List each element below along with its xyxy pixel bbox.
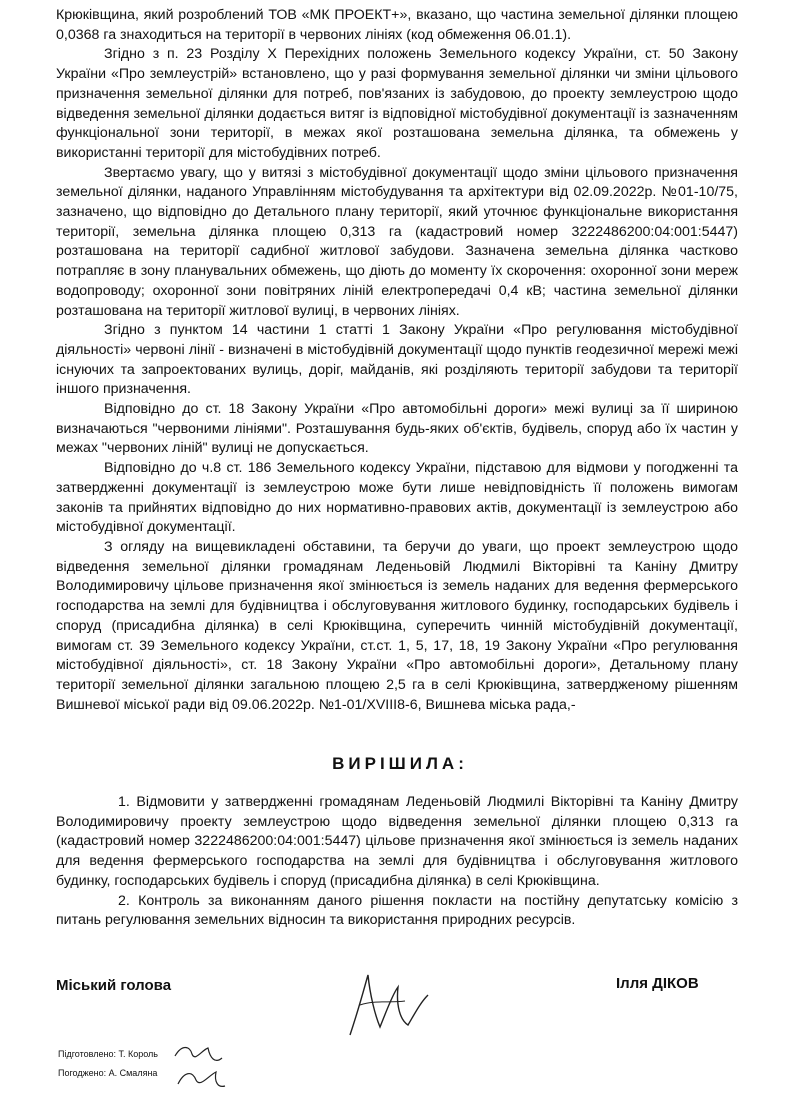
agreed-by: Погоджено: А. Смаляна — [58, 1068, 158, 1078]
approval-initials — [170, 1036, 230, 1096]
paragraph-roads-law: Відповідно до ст. 18 Закону України «Про автомобільні дороги» межі вулиці за її шириною визначаються "червоними лініями". Розташування будь-яких об'єктів, будівель, споруд або їх частин у межах "червоних ліній" вулиці не допускається. — [56, 401, 738, 457]
paragraph-refusal-grounds: Відповідно до ч.8 ст. 186 Земельного кодексу України, підставою для відмови у погодженні та затвердженні документації із землеустрою може бути лише невідповідність її положень вимогам законів та прийнятих відповідно до них нормативно-правових актів, документації із землеустрою або містобудівної документації. — [56, 460, 738, 536]
mayor-title: Міський голова — [56, 977, 172, 994]
paragraph-extract-notice: Звертаємо увагу, що у витязі з містобудівної документації щодо зміни цільового призначення земельної ділянки, наданого Управлінням містобудування та архітектури від 02.09.2022р. №01-10/75, зазначено, що відповідно до Детального плану території, який уточнює функціональне використання території, земельна ділянка площею 0,313 га (кадастровий номер 3222486200:04:001:5447) розташована на території садибної житлової забудови. Зазначена земельна ділянка частково потрапляє в зону планувальних обмежень, що діють до моменту їх скорочення: охоронної зони мереж водопроводу; охоронної зони повітряних ліній електропередачі 0,4 кВ; частина земельної ділянки розташована на території житлової вулиці, в червоних лініях. — [56, 164, 738, 319]
decision-item-1: 1. Відмовити у затвердженні громадянам Леденьовій Людмилі Вікторівні та Каніну Дмитру Володимировичу проекту землеустрою щодо відведення земельної ділянки площею 0,313 га (кадастровий номер 3222486200:04:001:5447) цільове призначення якої змінюється із земель наданих для ведення фермерського господарства на землі для будівництва і обслуговування житлового будинку, господарських будівель і споруд (присадибна ділянка) в селі Крюківщина. — [56, 794, 738, 889]
prepared-by: Підготовлено: Т. Король — [58, 1049, 158, 1059]
handwritten-signature — [330, 965, 450, 1045]
paragraph-continued: Крюківщина, який розроблений ТОВ «МК ПРОЕКТ+», вказано, що частина земельної ділянки площею 0,0368 га знаходиться на території в червоних лініях (код обмеження 06.01.1). — [56, 7, 738, 43]
paragraph-land-code: Згідно з п. 23 Розділу X Перехідних положень Земельного кодексу України, ст. 50 Закону України «Про землеустрій» встановлено, що у разі формування земельної ділянки чи зміни цільового призначення земельної ділянки для потреб, пов'язаних із забудовою, до проекту землеустрою щодо відведення земельної ділянки додається витяг із відповідної містобудівної документації із зазначенням функціональної зони території, в межах якої розташована земельна ділянка, та обмежень у використанні території для містобудівних потреб. — [56, 46, 738, 161]
paragraph-conclusion: З огляду на вищевикладені обставини, та беручи до уваги, що проект землеустрою щодо відведення земельної ділянки громадянам Леденьовій Людмилі Вікторівні та Каніну Дмитру Володимировичу цільове призначення якої змінюється із земель наданих для ведення фермерського господарства на землі для будівництва і обслуговування житлового будинку, господарських будівель і споруд (присадибна ділянка) в селі Крюківщина, суперечить чинній містобудівній документації, вимогам ст. 39 Земельного кодексу України, ст.ст. 1, 5, 17, 18, 19 Закону України «Про регулювання містобудівної діяльності», ст. 18 Закону України «Про автомобільні дороги», Детальному плану території земельної ділянки загальною площею 2,5 га в селі Крюківщина, затвердженому рішенням Вишневої міської ради від 09.06.2022р. №1-01/XVIII8-6, Вишнева міська рада,- — [56, 538, 738, 713]
document-body — [56, 6, 738, 715]
decision-heading: ВИРІШИЛА: — [332, 754, 468, 773]
paragraph-red-lines-definition: Згідно з пунктом 14 частини 1 статті 1 Закону України «Про регулювання містобудівної діяльності» червоні лінії - визначені в містобудівній документації щодо пунктів геодезичної мережі межі існуючих та запроектованих вулиць, доріг, майданів, які розділяють території забудови та території іншого призначення. — [56, 322, 738, 398]
decision-list — [56, 793, 738, 931]
mayor-name: Ілля ДІКОВ — [616, 975, 699, 992]
decision-item-2: 2. Контроль за виконанням даного рішення покласти на постійну депутатську комісію з питань регулювання земельних відносин та використання природних ресурсів. — [56, 892, 738, 929]
